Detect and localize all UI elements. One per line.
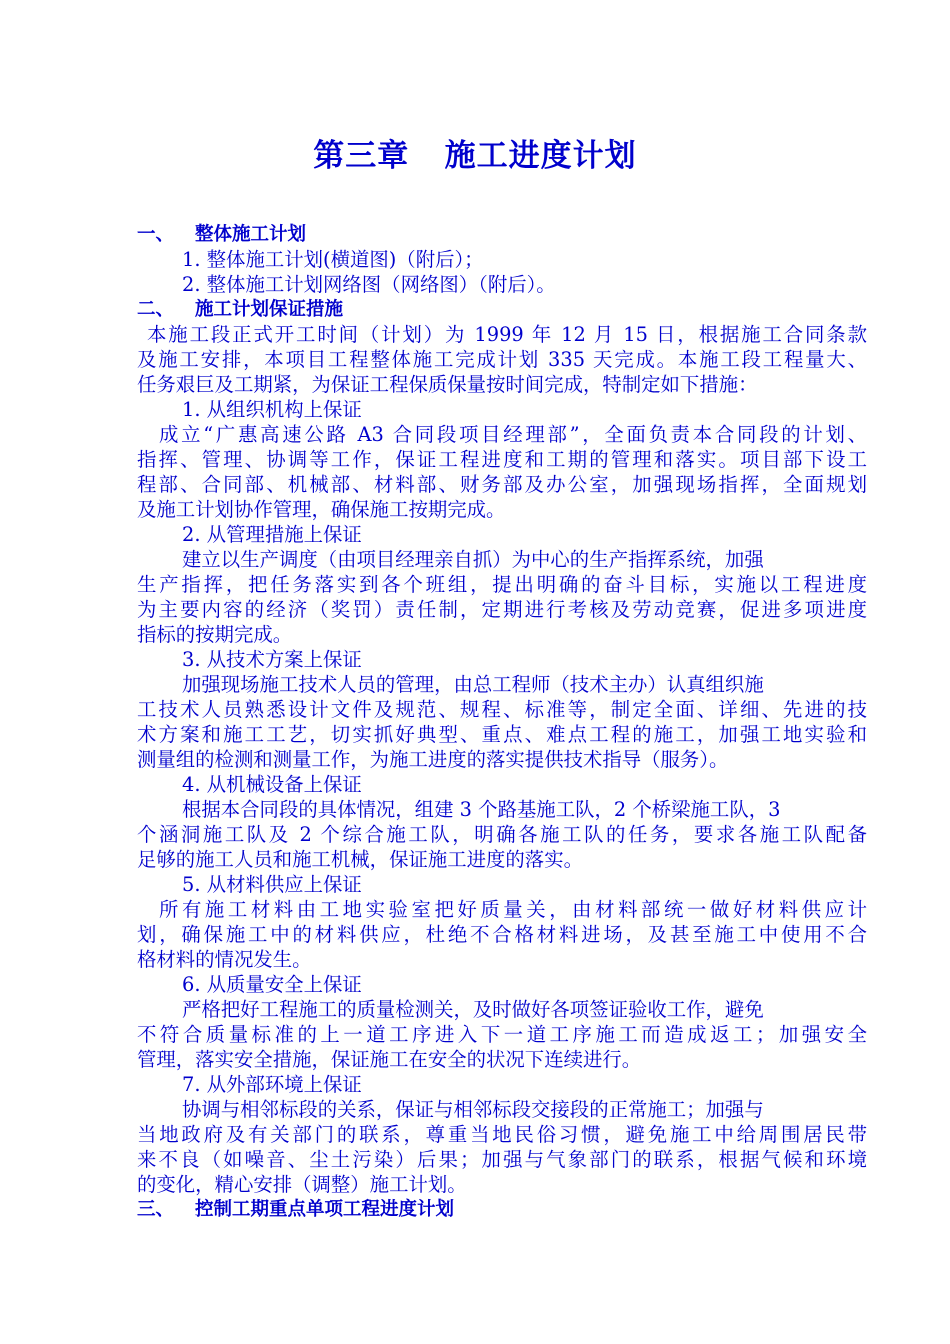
subsection-label: 7. 从外部环境上保证 <box>182 1073 362 1096</box>
paragraph-line: 及施工计划协作管理，确保施工按期完成。 <box>137 498 506 521</box>
subsection-label: 5. 从材料供应上保证 <box>182 873 362 896</box>
subsection-label: 2. 从管理措施上保证 <box>182 523 362 546</box>
section-title: 控制工期重点单项工程进度计划 <box>195 1199 455 1220</box>
section-title: 整体施工计划 <box>195 224 307 245</box>
paragraph-line: 工技术人员熟悉设计文件及规范、规程、标准等，制定全面、详细、先进的技 <box>137 698 867 721</box>
paragraph-line: 所有施工材料由工地实验室把好质量关，由材料部统一做好材料供应计 <box>159 898 867 921</box>
paragraph-line: 根据本合同段的具体情况，组建 3 个路基施工队，2 个桥梁施工队，3 <box>182 798 781 821</box>
subsection-label: 4. 从机械设备上保证 <box>182 773 362 796</box>
subsection-label: 3. 从技术方案上保证 <box>182 648 362 671</box>
chapter-title: 第三章 施工进度计划 <box>313 138 637 174</box>
paragraph-line: 为主要内容的经济（奖罚）责任制，定期进行考核及劳动竞赛，促进多项进度 <box>137 598 867 621</box>
paragraph-line: 本施工段正式开工时间（计划）为 1999 年 12 月 15 日，根据施工合同条款 <box>147 323 867 346</box>
paragraph-line: 协调与相邻标段的关系，保证与相邻标段交接段的正常施工；加强与 <box>182 1098 764 1121</box>
paragraph-line: 格材料的情况发生。 <box>137 948 312 971</box>
paragraph-line: 严格把好工程施工的质量检测关，及时做好各项签证验收工作，避免 <box>182 998 764 1021</box>
list-item: 1. 整体施工计划(横道图)（附后）； <box>182 248 484 271</box>
paragraph-line: 成立“广惠高速公路 A3 合同段项目经理部”，全面负责本合同段的计划、 <box>159 423 867 446</box>
paragraph-line: 术方案和施工工艺，切实抓好典型、重点、难点工程的施工，加强工地实验和 <box>137 723 867 746</box>
subsection-label: 1. 从组织机构上保证 <box>182 398 362 421</box>
section-number: 三、 <box>137 1199 175 1220</box>
paragraph-line: 当地政府及有关部门的联系，尊重当地民俗习惯，避免施工中给周围居民带 <box>137 1123 867 1146</box>
section-heading <box>137 222 867 247</box>
paragraph-line: 建立以生产调度（由项目经理亲自抓）为中心的生产指挥系统，加强 <box>182 548 764 571</box>
document-body <box>137 222 867 1222</box>
paragraph-line: 程部、合同部、机械部、材料部、财务部及办公室，加强现场指挥，全面规划 <box>137 473 867 496</box>
paragraph-line: 生产指挥，把任务落实到各个班组，提出明确的奋斗目标，实施以工程进度 <box>137 573 867 596</box>
paragraph-line: 任务艰巨及工期紧，为保证工程保质保量按时间完成，特制定如下措施： <box>137 373 758 396</box>
section-title: 施工计划保证措施 <box>195 299 344 320</box>
paragraph-line: 的变化，精心安排（调整）施工计划。 <box>137 1173 467 1196</box>
paragraph-line: 测量组的检测和测量工作，为施工进度的落实提供技术指导（服务）。 <box>137 748 729 771</box>
section-heading <box>137 1197 867 1222</box>
paragraph-line: 个涵洞施工队及 2 个综合施工队，明确各施工队的任务，要求各施工队配备 <box>137 823 867 846</box>
paragraph-line: 指挥、管理、协调等工作，保证工程进度和工期的管理和落实。项目部下设工 <box>137 448 867 471</box>
paragraph-line: 加强现场施工技术人员的管理，由总工程师（技术主办）认真组织施 <box>182 673 764 696</box>
paragraph-line: 管理，落实安全措施，保证施工在安全的状况下连续进行。 <box>137 1048 642 1071</box>
paragraph-line: 足够的施工人员和施工机械，保证施工进度的落实。 <box>137 848 583 871</box>
paragraph-line: 来不良（如噪音、尘土污染）后果；加强与气象部门的联系，根据气候和环境 <box>137 1148 867 1171</box>
section-number: 一、 <box>137 224 175 245</box>
list-item: 2. 整体施工计划网络图（网络图）（附后）。 <box>182 273 556 296</box>
paragraph-line: 划，确保施工中的材料供应，杜绝不合格材料进场，及甚至施工中使用不合 <box>137 923 867 946</box>
section-number: 二、 <box>137 299 175 320</box>
paragraph-line: 不符合质量标准的上一道工序进入下一道工序施工而造成返工；加强安全 <box>137 1023 867 1046</box>
section-heading <box>137 297 867 322</box>
paragraph-line: 及施工安排，本项目工程整体施工完成计划 335 天完成。本施工段工程量大、 <box>137 348 867 371</box>
paragraph-line: 指标的按期完成。 <box>137 623 293 646</box>
subsection-label: 6. 从质量安全上保证 <box>182 973 362 996</box>
